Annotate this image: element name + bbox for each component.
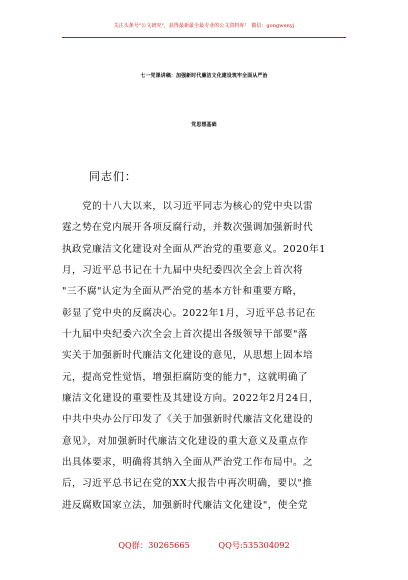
footer-qq-number: QQ号:535304092 [218, 540, 290, 550]
body-line: 意见》，对加强新时代廉洁文化建设的重大意义及重点作 [62, 436, 309, 447]
body-line: 月，习近平总书记在十九届中央纪委四次全会上首次将 [62, 265, 304, 276]
body-line: 十九届中央纪委六次全会上首次提出各级领导干部要"落 [62, 329, 308, 340]
header-divider [62, 37, 346, 38]
footer-qq-group: QQ群：30265665 [118, 540, 190, 550]
document-title-line-2: 党思想基础 [191, 122, 217, 128]
body-line: "三不腐"认定为全面从严治党的基本方针和重要方略， [62, 286, 303, 297]
body-line: 进反腐败国家立法，加强新时代廉洁文化建设"，使全党 [62, 500, 308, 511]
body-line: 出具体要求，明确将其纳入全面从严治党工作布局中。之 [62, 457, 314, 468]
document-title-line-1: 七一党课讲稿：加强新时代廉洁文化建设筑牢全面从严治 [140, 73, 268, 79]
footer-contact [0, 540, 408, 551]
body-line: 党的十八大以来，以习近平同志为核心的党中央以雷 [62, 201, 314, 212]
body-line: 实关于加强新时代廉洁文化建设的意见，从思想上固本培 [62, 350, 314, 361]
body-line: 中共中央办公厅印发了《关于加强新时代廉洁文化建设的 [62, 414, 314, 425]
body-line: 元，提高党性觉悟，增强拒腐防变的能力"，这就明确了 [62, 372, 308, 383]
header-banner: 关注头条号"公文研究"，获得最新最全最专业的公文资料库！ 微信：gongwenyj [113, 23, 295, 29]
body-line: 霆之势在党内展开各项反腐行动，并数次强调加强新时代 [62, 222, 314, 233]
body-line: 后，习近平总书记在党的XX大报告中再次明确，要以"推 [62, 478, 313, 489]
salutation: 同志们： [89, 170, 137, 183]
body-line: 廉洁文化建设的重要性及其建设方向。2022年2月24日， [62, 393, 319, 404]
body-line: 执政党廉洁文化建设对全面从严治党的重要意义。2020年1 [62, 244, 326, 255]
body-line: 彰显了党中央的反腐决心。2022年1月，习近平总书记在 [62, 308, 316, 319]
